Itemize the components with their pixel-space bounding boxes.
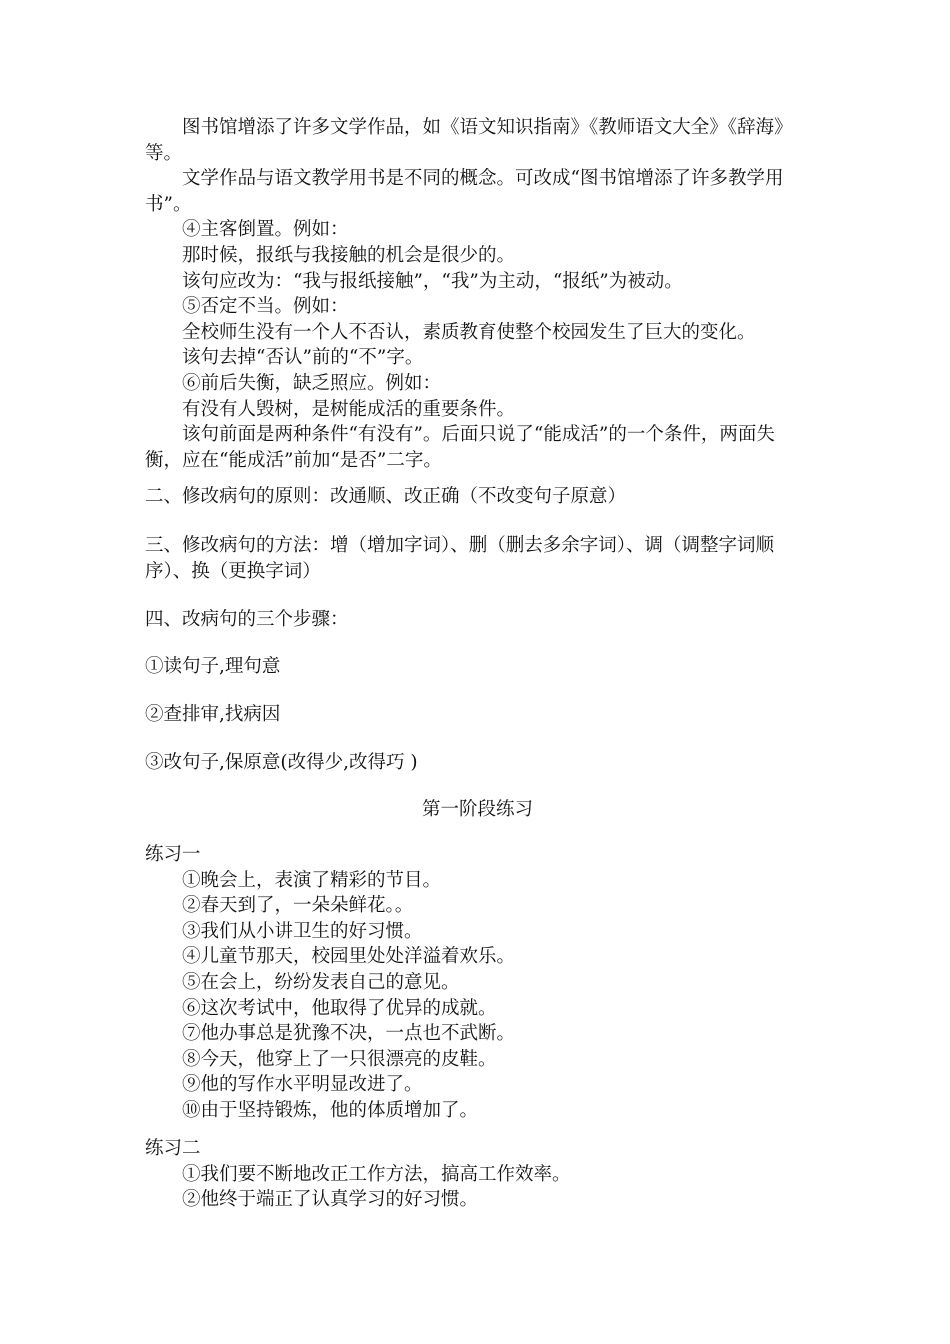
- explanation-text: 该句应改为：“我与报纸接触”，“我”为主动，“报纸”为被动。: [182, 270, 683, 292]
- exercise-item: ④儿童节那天，校园里处处洋溢着欢乐。: [182, 946, 516, 968]
- principles-heading: 二、修改病句的原则：改通顺、改正确（不改变句子原意）: [145, 486, 627, 507]
- exercise-item: ⑤在会上，纷纷发表自己的意见。: [182, 971, 460, 993]
- exercise-title: 练习一: [145, 844, 201, 865]
- step-item: ②查排审,找病因: [145, 704, 281, 725]
- step-item: ①读句子,理句意: [145, 656, 281, 677]
- error-type-heading: ④主客倒置。例如：: [182, 219, 349, 241]
- exercise-item: ⑥这次考试中，他取得了优异的成就。: [182, 997, 497, 1019]
- error-type-heading: ⑥前后失衡，缺乏照应。例如：: [182, 372, 442, 394]
- methods-heading: 三、修改病句的方法：增（增加字词）、删（删去多余字词）、调（调整字词顺序）、换（更换字词）: [145, 535, 775, 582]
- example-sentence: 图书馆增添了许多文学作品，如《语文知识指南》《教师语文大全》《辞海》等。: [145, 117, 793, 164]
- explanation-text: 文学作品与语文教学用书是不同的概念。可改成“图书馆增添了许多教学用书”。: [145, 168, 784, 215]
- exercise-item: ⑨他的写作水平明显改进了。: [182, 1074, 423, 1096]
- example-sentence: 那时候，报纸与我接触的机会是很少的。: [182, 244, 516, 266]
- example-sentence: 有没有人毁树，是树能成活的重要条件。: [182, 398, 516, 420]
- exercise-item: ⑦他办事总是犹豫不决，一点也不武断。: [182, 1023, 516, 1045]
- exercise-item: ②春天到了，一朵朵鲜花。。: [182, 895, 414, 917]
- explanation-text: 该句前面是两种条件“有没有”。后面只说了“能成活”的一个条件，两面失衡，应在“能成活”前加“是否”二字。: [145, 424, 775, 471]
- explanation-text: 该句去掉“否认”前的“不”字。: [182, 347, 424, 369]
- exercise-item: ⑧今天，他穿上了一只很漂亮的皮鞋。: [182, 1048, 497, 1070]
- example-sentence: 全校师生没有一个人不否认，素质教育使整个校园发生了巨大的变化。: [182, 321, 756, 343]
- steps-heading: 四、改病句的三个步骤：: [145, 609, 349, 630]
- exercise-one: [145, 842, 810, 1124]
- exercise-item: ③我们从小讲卫生的好习惯。: [182, 920, 423, 942]
- exercise-item: ⑩由于坚持锻炼，他的体质增加了。: [182, 1099, 479, 1121]
- exercise-title: 练习二: [145, 1138, 201, 1159]
- exercise-item: ①晚会上，表演了精彩的节目。: [182, 869, 442, 891]
- error-types-section: [145, 115, 810, 473]
- step-item: ③改句子,保原意(改得少,改得巧 ): [145, 752, 418, 773]
- practice-heading: 第一阶段练习: [421, 799, 533, 820]
- exercise-item: ②他终于端正了认真学习的好习惯。: [182, 1189, 479, 1211]
- error-type-heading: ⑤否定不当。例如：: [182, 296, 349, 318]
- exercise-two: [145, 1136, 810, 1213]
- exercise-item: ①我们要不断地改正工作方法，搞高工作效率。: [182, 1163, 571, 1185]
